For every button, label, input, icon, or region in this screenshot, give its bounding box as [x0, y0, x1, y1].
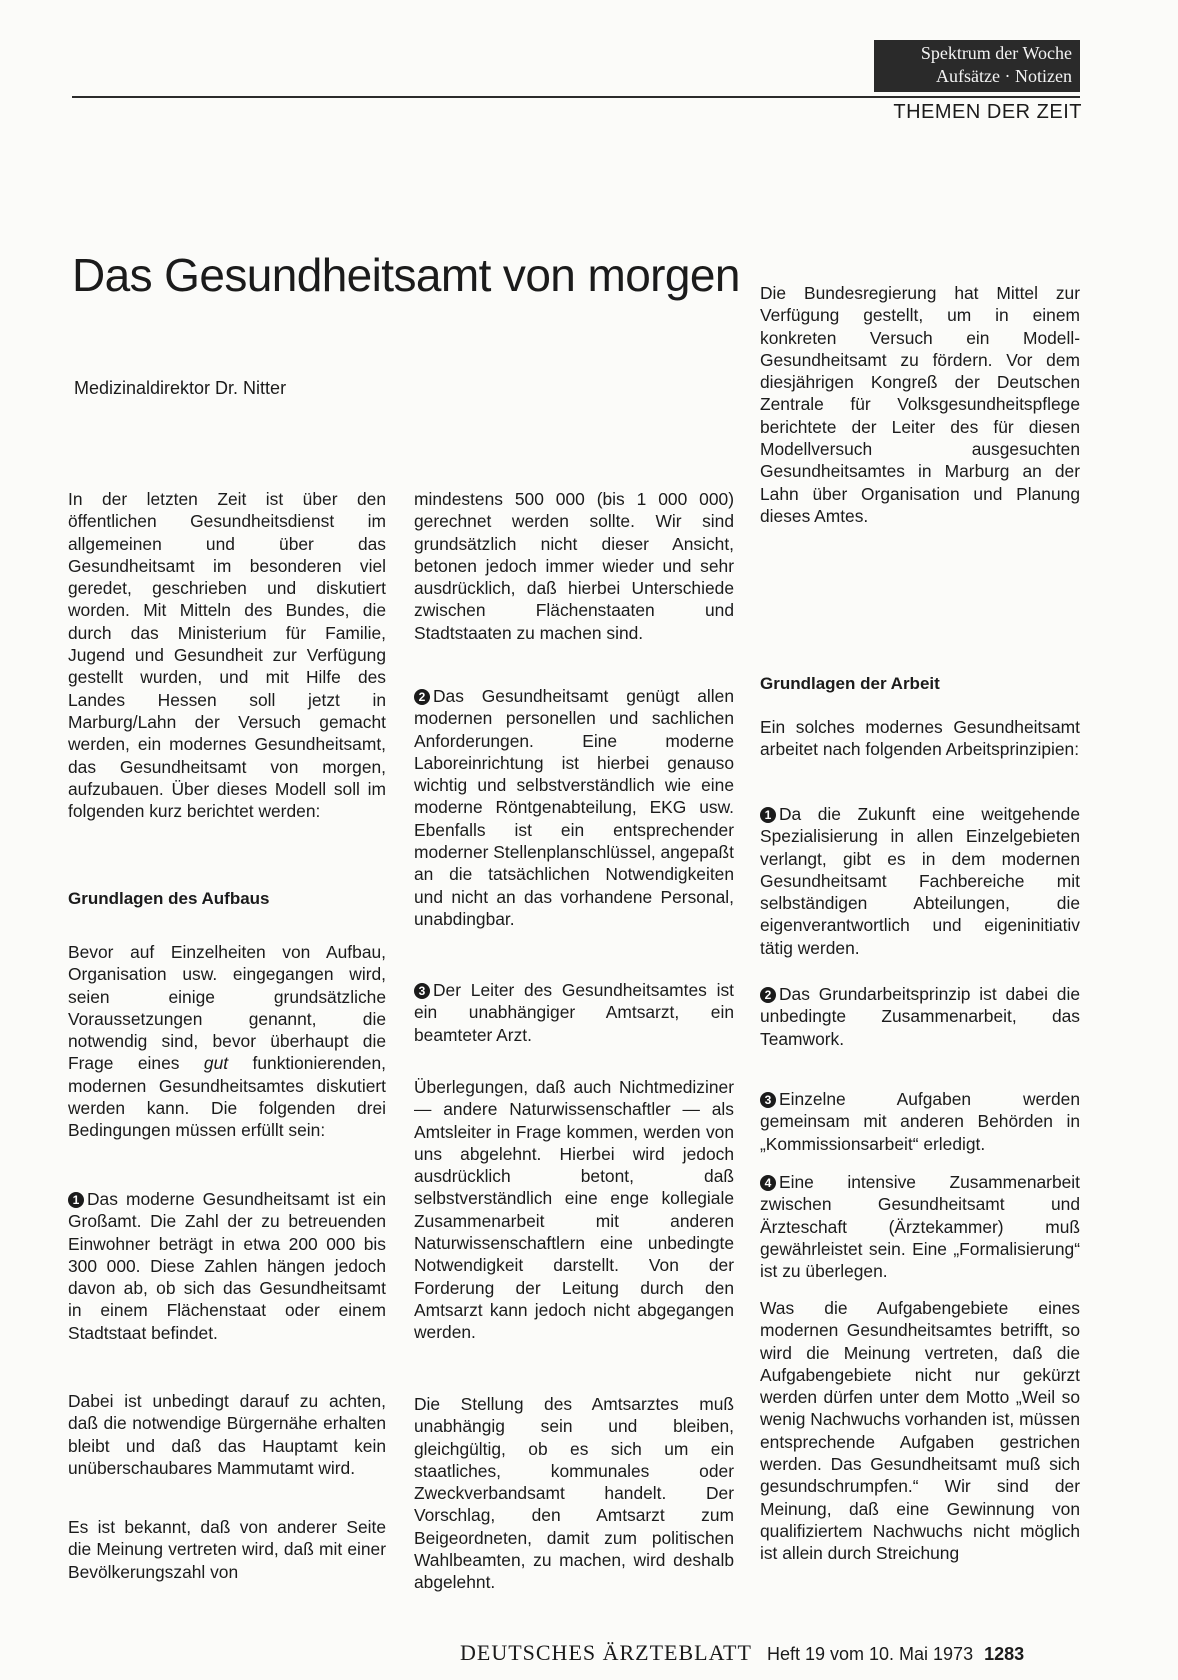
col1-paragraph-4: Dabei ist unbedingt darauf zu achten, daß die notwendige Bürgernähe erhalten bleibt und daß das Hauptamt kein unüberschaubares Mammutamt wird. — [68, 1391, 386, 1478]
section-label-line1: Spektrum der Woche — [920, 43, 1072, 63]
article-author: Medizinaldirektor Dr. Nitter — [74, 378, 287, 398]
col1-paragraph-2-italic: gut — [203, 1053, 229, 1074]
col3-paragraph-4-text: Das Grundarbeitsprinzip ist dabei die unbedingte Zusammenarbeit, das Teamwork. — [760, 984, 1080, 1049]
column-2-block-4 — [414, 1076, 734, 1344]
col2-paragraph-4: Überlegungen, daß auch Nichtmediziner — andere Naturwissenschaftler — als Amtsleiter in Frage kommen, werden von uns abgelehnt. Hierbei wird jedoch ausdrücklich betont, daß selbstverständlich eine enge kollegiale Zusammenarbeit mit anderen Naturwissenschaftlern eine unbedingte Notwendigkeit darstellt. Von der Forderung der Leitung durch den Amtsarzt kann jedoch nicht abgegangen werden. — [414, 1077, 734, 1343]
column-3-heading-block — [760, 673, 1080, 695]
column-1 — [68, 488, 386, 822]
col3-subheading: Grundlagen der Arbeit — [760, 674, 940, 693]
col3-paragraph-3 — [760, 803, 1080, 959]
section-label-box — [874, 40, 1080, 92]
col3-paragraph-3-text: Da die Zukunft eine weitgehende Spezialisierung in allen Einzelgebieten verlangt, gibt es in dem modernen Gesundheitsamt Fachbereiche mit selbständigen Abteilungen, die eigenverantwortlich und eigeninitiativ tätig werden. — [760, 804, 1080, 958]
column-2-block-3 — [414, 979, 734, 1046]
article-title: Das Gesundheitsamt von morgen — [72, 249, 740, 301]
column-3 — [760, 282, 1080, 527]
col2-paragraph-3 — [414, 979, 734, 1046]
col2-paragraph-2 — [414, 685, 734, 930]
column-2-block-2 — [414, 685, 734, 930]
col1-paragraph-2-text-b: funktionierenden, modernen Gesundheitsamtes diskutiert werden kann. Die folgenden drei Bedingungen müssen erfüllt sein: — [68, 1053, 386, 1141]
column-1-block-5 — [68, 1516, 386, 1583]
page-footer — [460, 1640, 1024, 1666]
number-badge: 4 — [760, 1175, 776, 1191]
section-label-line2: Aufsätze · Notizen — [936, 66, 1072, 86]
journal-name: DEUTSCHES ÄRZTEBLATT — [460, 1640, 752, 1665]
col3-intro-paragraph: Die Bundesregierung hat Mittel zur Verfügung gestellt, um in einem konkreten Versuch ein Modell-Gesundheitsamt zu fördern. Vor dem diesjährigen Kongreß der Deutschen Zentrale für Volksgesundheitspflege berichtete der Leiter des für diesen Modellversuch ausgesuchten Gesundheitsamtes in Marburg an der Lahn über Organisation und Planung dieses Amtes. — [760, 283, 1080, 526]
number-badge: 2 — [414, 689, 430, 705]
col3-paragraph-7: Was die Aufgabengebiete eines modernen Gesundheitsamtes betrifft, so wird die Meinung vertreten, daß die Aufgabengebiete nicht nur gekürzt werden dürfen unter dem Motto „Weil so wenig Nachwuchs vorhanden ist, müssen entsprechende Aufgaben gestrichen werden. Das Gesundheitsamt muß sich gesundschrumpfen.“ Wir sind der Meinung, daß eine Gewinnung von qualifiziertem Nachwuchs nicht möglich ist allein durch Streichung — [760, 1298, 1080, 1564]
number-badge: 3 — [760, 1092, 776, 1108]
col1-paragraph-2-text-a: Bevor auf Einzelheiten von Aufbau, Organisation usw. eingegangen wird, seien einige grundsätzliche Voraussetzungen genannt, die notwendig sind, bevor überhaupt die Frage eines — [68, 942, 386, 1074]
column-3-block-7 — [760, 1297, 1080, 1565]
column-1-block-3 — [68, 1188, 386, 1344]
number-badge: 1 — [68, 1192, 84, 1208]
column-3-block-5 — [760, 1088, 1080, 1155]
column-3-block-6 — [760, 1171, 1080, 1282]
col3-paragraph-2: Ein solches modernes Gesundheitsamt arbeitet nach folgenden Arbeitsprinzipien: — [760, 717, 1080, 760]
col1-subheading: Grundlagen des Aufbaus — [68, 889, 270, 908]
col3-paragraph-4 — [760, 983, 1080, 1050]
column-1-heading-block — [68, 888, 386, 910]
column-3-block-2 — [760, 716, 1080, 761]
col2-paragraph-5: Die Stellung des Amtsarztes muß unabhängig sein und bleiben, gleichgültig, ob es sich um ein staatliches, kommunales oder Zweckverbandsamt handelt. Der Vorschlag, den Amtsarzt zum Beigeordneten, damit zum politischen Wahlbeamten, zu machen, wird deshalb abgelehnt. — [414, 1394, 734, 1593]
column-1-block-4 — [68, 1390, 386, 1479]
col3-paragraph-5 — [760, 1088, 1080, 1155]
col2-paragraph-3-text: Der Leiter des Gesundheitsamtes ist ein unabhängiger Amtsarzt, ein beamteter Arzt. — [414, 980, 734, 1045]
issue-info: Heft 19 vom 10. Mai 1973 — [766, 1644, 974, 1664]
col3-paragraph-6 — [760, 1171, 1080, 1282]
col1-paragraph-5: Es ist bekannt, daß von anderer Seite die Meinung vertreten wird, daß mit einer Bevölkerungszahl von — [68, 1517, 386, 1582]
page-number: 1283 — [984, 1644, 1025, 1664]
column-2-block-5 — [414, 1393, 734, 1594]
number-badge: 2 — [760, 987, 776, 1003]
col3-paragraph-6-text: Eine intensive Zusammenarbeit zwischen Gesundheitsamt und Ärzteschaft (Ärztekammer) muß gewährleistet sein. Eine „Formalisierung“ ist zu überlegen. — [760, 1172, 1080, 1282]
column-2 — [414, 488, 734, 644]
number-badge: 1 — [760, 807, 776, 823]
column-1-block-2 — [68, 941, 386, 1142]
number-badge: 3 — [414, 983, 430, 999]
col1-paragraph-2 — [68, 941, 386, 1142]
col2-paragraph-1: mindestens 500 000 (bis 1 000 000) gerechnet werden sollte. Wir sind grundsätzlich nicht dieser Ansicht, betonen jedoch immer wieder und sehr ausdrücklich, daß hierbei Unterschiede zwischen Flächenstaaten und Stadtstaaten zu machen sind. — [414, 489, 734, 643]
column-3-block-3 — [760, 803, 1080, 959]
col1-paragraph-3-text: Das moderne Gesundheitsamt ist ein Großamt. Die Zahl der zu betreuenden Einwohner beträgt in etwa 200 000 bis 300 000. Diese Zahlen hängen jedoch davon ab, ob sich das Gesundheitsamt in einem Flächenstaat oder einem Stadtstaat befindet. — [68, 1189, 386, 1343]
top-rule — [72, 96, 1080, 98]
col1-paragraph-3 — [68, 1188, 386, 1344]
section-heading: THEMEN DER ZEIT — [893, 101, 1082, 123]
column-3-block-4 — [760, 983, 1080, 1050]
col2-paragraph-2-text: Das Gesundheitsamt genügt allen modernen personellen und sachlichen Anforderungen. Eine moderne Laboreinrichtung ist hierbei genauso wichtig und selbstverständlich wie eine moderne Röntgenabteilung, EKG usw. Ebenfalls ist ein entsprechender moderner Stellenplanschlüssel, angepaßt an die tatsächlichen Notwendigkeiten und nicht an das vorhandene Personal, unabdingbar. — [414, 686, 734, 929]
col3-paragraph-5-text: Einzelne Aufgaben werden gemeinsam mit anderen Behörden in „Kommissionsarbeit“ erledigt. — [760, 1089, 1080, 1154]
col1-paragraph-1: In der letzten Zeit ist über den öffentlichen Gesundheitsdienst im allgemeinen und über das Gesundheitsamt im besonderen viel geredet, geschrieben und diskutiert worden. Mit Mitteln des Bundes, die durch das Ministerium für Familie, Jugend und Gesundheit zur Verfügung gestellt wurden, und mit Hilfe des Landes Hessen soll jetzt in Marburg/Lahn der Versuch gemacht werden, ein modernes Gesundheitsamt, das Gesundheitsamt von morgen, aufzubauen. Über dieses Modell soll im folgenden kurz berichtet werden: — [68, 489, 386, 822]
